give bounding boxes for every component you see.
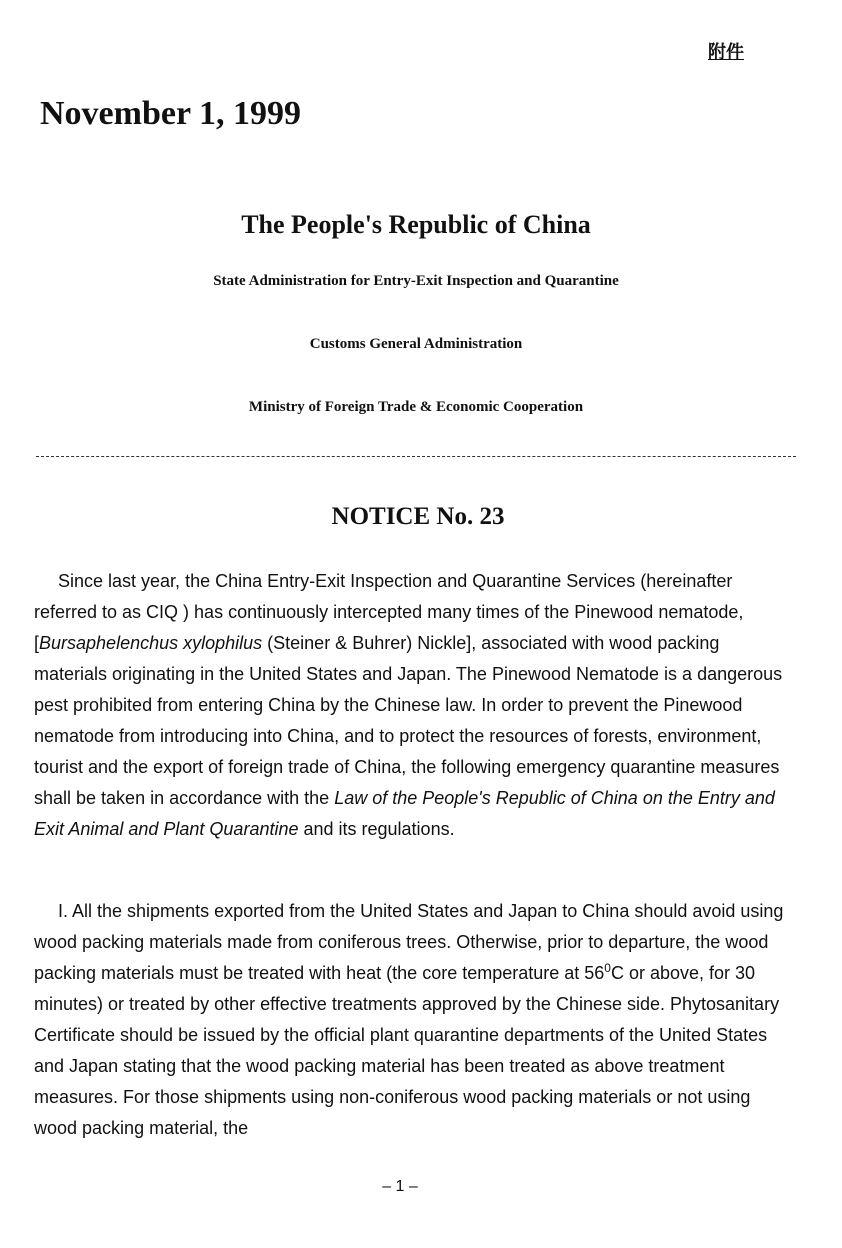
law-title: Law of the People's Republic of China on the Entry and Exit Animal and Plant Quarantine xyxy=(34,788,775,839)
page-number: – 1 – xyxy=(382,1178,418,1195)
agency-moftec: Ministry of Foreign Trade & Economic Cooperation xyxy=(248,399,584,415)
paragraph-section-1 xyxy=(34,896,794,1144)
para1-text-a: Since last year, the China Entry-Exit Inspection and Quarantine Services (hereinafter referred to as CIQ ) has continuously intercepted many times of the Pinewood nematode, [ xyxy=(34,571,744,653)
degree-superscript: 0 xyxy=(604,961,611,975)
country-heading: The People's Republic of China xyxy=(241,210,591,239)
para2-text-b: C or above, for 30 minutes) or treated by other effective treatments approved by the Chinese side. Phytosanitary Certificate should be issued by the official plant quarantine departments of the United States and Japan stating that the wood packing material has been treated as above treatment measures. For those shipments using non-coniferous wood packing materials or not using wood packing material, the xyxy=(34,963,780,1138)
para1-text-c: and its regulations. xyxy=(298,819,455,839)
para2-text-a: I. All the shipments exported from the United States and Japan to China should avoid using wood packing materials made from coniferous trees. Otherwise, prior to departure, the wood packing materials must be treated with heat (the core temperature at 56 xyxy=(34,901,784,983)
attachment-label: 附件 xyxy=(708,42,744,63)
divider xyxy=(36,456,796,457)
agency-customs: Customs General Administration xyxy=(309,336,523,352)
notice-title: NOTICE No. 23 xyxy=(331,503,505,530)
agency-aqsiq: State Administration for Entry-Exit Inspection and Quarantine xyxy=(213,273,619,289)
species-name: Bursaphelenchus xylophilus xyxy=(39,633,263,653)
para1-text-b: (Steiner & Buhrer) Nickle], associated with wood packing materials originating in the United States and Japan. The Pinewood Nematode is a dangerous pest prohibited from entering China by the Chinese law. In order to prevent the Pinewood nematode from introducing into China, and to protect the resources of forests, environment, tourist and the export of foreign trade of China, the following emergency quarantine measures shall be taken in accordance with the xyxy=(34,633,783,808)
paragraph-intro xyxy=(34,566,794,845)
notice-date: November 1, 1999 xyxy=(40,95,301,132)
